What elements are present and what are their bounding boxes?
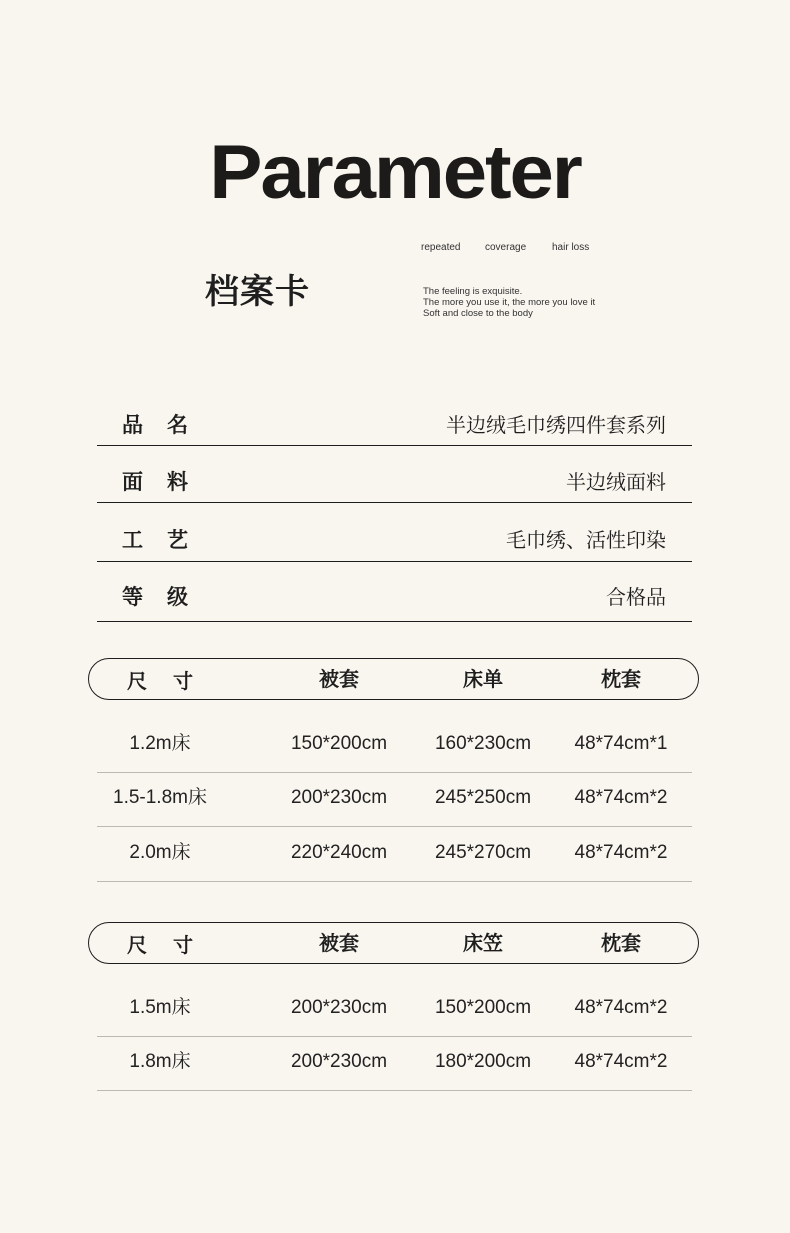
tagline-line: Soft and close to the body (423, 308, 533, 319)
divider (97, 561, 692, 562)
spec-value-name: 半边绒毛巾绣四件套系列 (446, 413, 666, 437)
table-header-sheet: 床单 (463, 667, 503, 691)
table-cell: 150*200cm (290, 733, 388, 754)
row-divider (97, 772, 692, 773)
spec-value-fabric: 半边绒面料 (566, 470, 666, 494)
tag-repeated: repeated (421, 242, 461, 253)
table-cell: 150*200cm (434, 997, 532, 1018)
divider (97, 502, 692, 503)
table-cell: 245*270cm (434, 842, 532, 863)
tagline-line: The more you use it, the more you love it (423, 297, 596, 308)
spec-label-craft: 工艺 (122, 528, 212, 552)
table-header-pillowcase: 枕套 (601, 931, 641, 955)
table-cell: 220*240cm (290, 842, 388, 863)
table-cell: 245*250cm (434, 787, 532, 808)
table-header-duvet: 被套 (319, 667, 359, 691)
table-cell: 2.0m床 (129, 842, 191, 863)
table-header-size: 尺寸 (127, 933, 219, 957)
table-header-pillowcase: 枕套 (601, 667, 641, 691)
spec-label-fabric: 面料 (122, 470, 212, 494)
divider (97, 445, 692, 446)
table-cell: 1.5m床 (129, 997, 191, 1018)
spec-value-grade: 合格品 (606, 585, 666, 609)
table-cell: 48*74cm*2 (574, 787, 668, 808)
table-cell: 48*74cm*2 (574, 997, 668, 1018)
divider (97, 621, 692, 622)
tagline (423, 286, 595, 319)
table-cell: 1.8m床 (129, 1051, 191, 1072)
table-cell: 1.2m床 (129, 733, 191, 754)
table-cell: 200*230cm (290, 997, 388, 1018)
spec-value-craft: 毛巾绣、活性印染 (506, 528, 666, 552)
table-cell: 180*200cm (434, 1051, 532, 1072)
table-cell: 48*74cm*1 (574, 733, 668, 754)
table-cell: 200*230cm (290, 787, 388, 808)
table-cell: 48*74cm*2 (574, 1051, 668, 1072)
table-cell: 200*230cm (290, 1051, 388, 1072)
page-subtitle: 档案卡 (205, 272, 310, 312)
spec-label-grade: 等级 (122, 585, 212, 609)
row-divider (97, 826, 692, 827)
tag-coverage: coverage (485, 242, 527, 253)
spec-label-name: 品名 (122, 413, 212, 437)
table-header-fitted-sheet: 床笠 (463, 931, 503, 955)
table-header-duvet: 被套 (319, 931, 359, 955)
table-header-size: 尺寸 (127, 669, 219, 693)
row-divider (97, 881, 692, 882)
row-divider (97, 1090, 692, 1091)
row-divider (97, 1036, 692, 1037)
page-title: Parameter (209, 130, 581, 215)
table-cell: 48*74cm*2 (574, 842, 668, 863)
table-cell: 1.5-1.8m床 (113, 787, 207, 808)
tag-hair-loss: hair loss (552, 242, 590, 253)
tagline-line: The feeling is exquisite. (423, 286, 523, 297)
table-cell: 160*230cm (434, 733, 532, 754)
